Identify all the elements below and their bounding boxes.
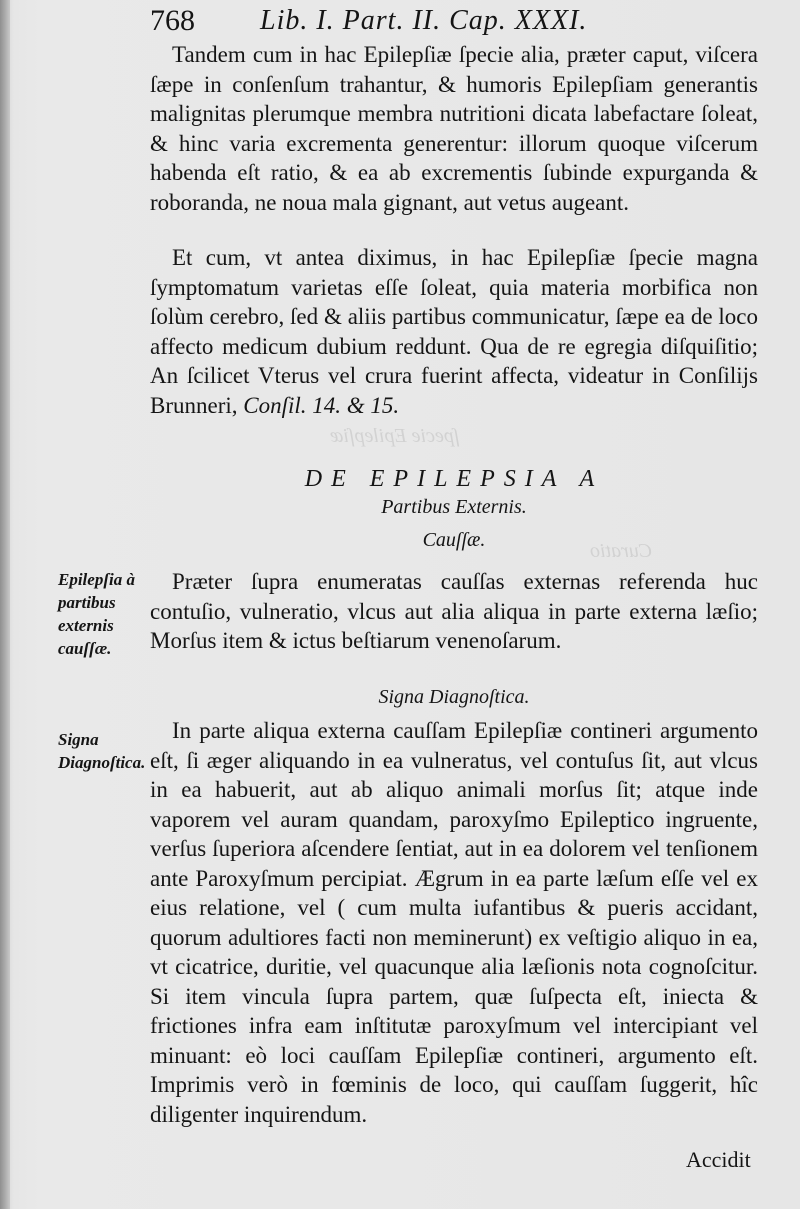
paragraph-treatment: [150, 40, 758, 217]
margin-note-causes: Epilepſia à partibus externis cauſſæ.: [58, 570, 135, 658]
page-number: 768: [150, 4, 195, 37]
margin-note-signs: Signa Diagnoſtica.: [58, 730, 146, 772]
paragraph-3: Præter ſupra enumeratas cauſſas externas referenda huc contuſio, vulneratio, vlcus aut alia aliqua in parte externa læſio; Morſus item & ictus beſtiarum venenoſarum.: [150, 569, 758, 653]
catchword: Accidit: [686, 1147, 751, 1172]
show-through-text: Curatio: [590, 540, 653, 562]
paragraph-causes: [150, 567, 758, 656]
paragraph-2: [150, 243, 758, 420]
citation: Conſil. 14. & 15.: [243, 392, 400, 418]
page-header: [150, 2, 760, 40]
subheading-diagnostic-signs: Signa Diagnoſtica.: [378, 686, 530, 708]
section-subtitle: Partibus Externis.: [381, 496, 527, 518]
running-head: Lib. I. Part. II. Cap. XXXI.: [260, 5, 588, 36]
paragraph-diagnosis: [150, 716, 758, 1129]
paragraph-symptoms: [150, 243, 758, 420]
show-through-text: ſpecie Epilepſiæ: [330, 425, 460, 447]
paragraph-2-text: Et cum, vt antea diximus, in hac Epilepſiæ ſpecie magna ſymptomatum varietas eſſe ſoleat, quia materia morbifica non ſolùm cerebro, ſed & aliis partibus communicatur, ſæpe ea de loco affecto medicum dubium reddunt. Qua de re egregia diſquiſitio; An ſcilicet Vterus vel crura fuerint affecta, videatur in Conſilijs Brunneri,: [150, 245, 758, 418]
paragraph-1: Tandem cum in hac Epilepſiæ ſpecie alia, præter caput, viſcera ſæpe in conſenſum trahantur, & humoris Epilepſiam generantis malignitas plerumque membra nutritioni dicata labefactare ſoleat, & hinc varia excrementa generentur: illorum quoque viſcerum habenda eſt ratio, & ea ab excrementis ſubinde expurganda & roboranda, ne noua mala gignant, aut vetus augeant.: [150, 42, 758, 215]
book-spine-shadow: [0, 0, 10, 1209]
subheading-causes: Cauſſæ.: [422, 529, 486, 551]
section-title: DE EPILEPSIA A: [304, 466, 604, 492]
paragraph-4: In parte aliqua externa cauſſam Epilepſiæ contineri argumento eſt, ſi æger aliquando in ea vulneratus, vel contuſus ſit, aut vlcus in ea habuerit, aut ab aliquo animali morſus ſit; atque inde vaporem vel auram quandam, paroxyſmo Epileptico ingruente, verſus ſuperiora aſcendere ſentiat, aut in ea dolorem vel tenſionem ante Paroxyſmum percipiat. Ægrum in ea parte læſum eſſe vel ex eius relatione, vel ( cum multa iufantibus & pueris accidant, quorum adultiores facti non meminerunt) ex veſtigio aliquo in ea, vt cicatrice, duritie, vel quacunque alia læſionis nota cognoſcitur. Si item vincula ſupra partem, quæ ſuſpecta eſt, iniecta & frictiones infra eam inſtitutæ paroxyſmum vel intercipiant vel minuant: eò loci cauſſam Epilepſiæ contineri, argumento eſt. Imprimis verò in fœminis de loco, qui cauſſam ſuggerit, hîc diligenter inquirendum.: [150, 718, 758, 1127]
